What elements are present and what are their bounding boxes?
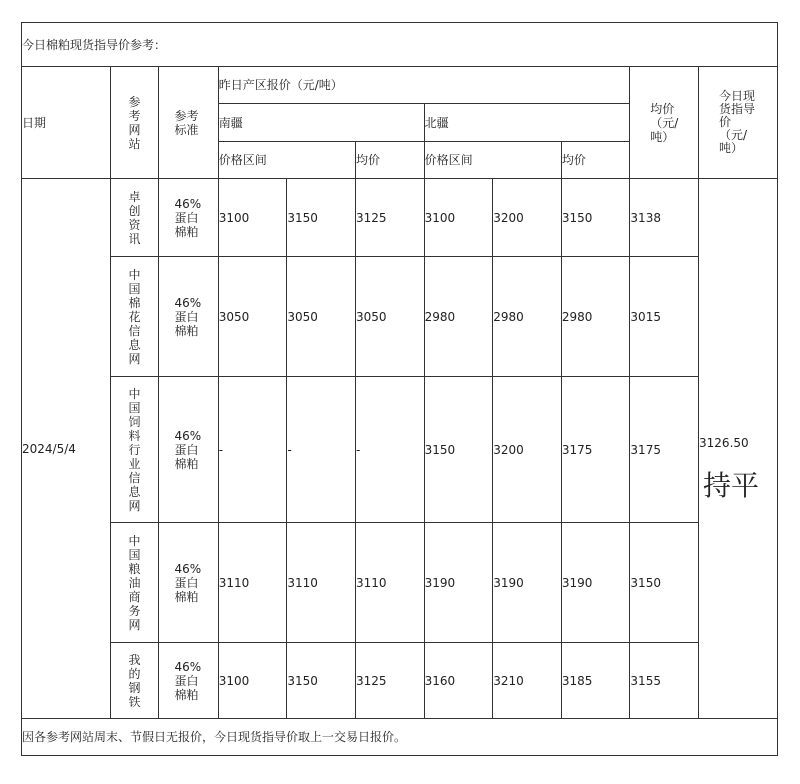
header-standard: 参考标准 xyxy=(159,67,219,179)
site-cell: 卓创资讯 xyxy=(110,179,158,257)
north-avg-cell: 3190 xyxy=(561,523,630,643)
trend-label: 持平 xyxy=(703,468,760,502)
header-site: 参考网站 xyxy=(110,67,158,179)
north-low-cell: 3160 xyxy=(424,643,493,719)
table-title: 今日棉粕现货指导价参考： xyxy=(22,23,778,67)
avg-cell: 3138 xyxy=(630,179,699,257)
header-overall-avg: 均价（元/吨） xyxy=(630,67,699,179)
header-north-avg: 均价 xyxy=(561,142,630,179)
south-avg-cell: - xyxy=(355,377,424,523)
south-low-cell: 3050 xyxy=(218,257,287,377)
north-low-cell: 2980 xyxy=(424,257,493,377)
north-high-cell: 3200 xyxy=(493,377,562,523)
today-price-cell xyxy=(699,179,778,719)
table-row xyxy=(22,257,778,377)
table-row xyxy=(22,643,778,719)
north-low-cell: 3150 xyxy=(424,377,493,523)
south-high-cell: 3110 xyxy=(287,523,356,643)
north-avg-cell: 3150 xyxy=(561,179,630,257)
header-north: 北疆 xyxy=(424,104,630,142)
table-row xyxy=(22,377,778,523)
south-avg-cell: 3125 xyxy=(355,643,424,719)
standard-cell: 46%蛋白棉粕 xyxy=(159,523,219,643)
standard-cell: 46%蛋白棉粕 xyxy=(159,257,219,377)
avg-cell: 3150 xyxy=(630,523,699,643)
north-avg-cell: 2980 xyxy=(561,257,630,377)
table-row xyxy=(22,179,778,257)
south-avg-cell: 3110 xyxy=(355,523,424,643)
site-cell: 中国棉花信息网 xyxy=(110,257,158,377)
south-low-cell: 3110 xyxy=(218,523,287,643)
north-high-cell: 3200 xyxy=(493,179,562,257)
date-cell: 2024/5/4 xyxy=(22,179,111,719)
south-high-cell: 3050 xyxy=(287,257,356,377)
south-low-cell: 3100 xyxy=(218,643,287,719)
site-cell: 中国饲料行业信息网 xyxy=(110,377,158,523)
site-cell: 中国粮油商务网 xyxy=(110,523,158,643)
south-low-cell: - xyxy=(218,377,287,523)
table-row xyxy=(22,523,778,643)
north-high-cell: 2980 xyxy=(493,257,562,377)
price-table xyxy=(21,22,778,756)
site-cell: 我的钢铁 xyxy=(110,643,158,719)
north-low-cell: 3190 xyxy=(424,523,493,643)
north-high-cell: 3210 xyxy=(493,643,562,719)
north-low-cell: 3100 xyxy=(424,179,493,257)
header-today-price: 今日现货指导价（元/吨） xyxy=(699,67,778,179)
avg-cell: 3015 xyxy=(630,257,699,377)
south-high-cell: 3150 xyxy=(287,179,356,257)
header-date: 日期 xyxy=(22,67,111,179)
south-low-cell: 3100 xyxy=(218,179,287,257)
south-avg-cell: 3125 xyxy=(355,179,424,257)
footnote: 因各参考网站周末、节假日无报价，今日现货指导价取上一交易日报价。 xyxy=(22,719,778,756)
header-south: 南疆 xyxy=(218,104,424,142)
avg-cell: 3175 xyxy=(630,377,699,523)
header-north-range: 价格区间 xyxy=(424,142,561,179)
header-yesterday-price: 昨日产区报价（元/吨） xyxy=(218,67,630,104)
north-high-cell: 3190 xyxy=(493,523,562,643)
north-avg-cell: 3185 xyxy=(561,643,630,719)
standard-cell: 46%蛋白棉粕 xyxy=(159,643,219,719)
south-high-cell: 3150 xyxy=(287,643,356,719)
south-avg-cell: 3050 xyxy=(355,257,424,377)
standard-cell: 46%蛋白棉粕 xyxy=(159,377,219,523)
south-high-cell: - xyxy=(287,377,356,523)
header-south-avg: 均价 xyxy=(355,142,424,179)
today-value: 3126.50 xyxy=(699,435,749,450)
header-south-range: 价格区间 xyxy=(218,142,355,179)
standard-cell: 46%蛋白棉粕 xyxy=(159,179,219,257)
north-avg-cell: 3175 xyxy=(561,377,630,523)
avg-cell: 3155 xyxy=(630,643,699,719)
